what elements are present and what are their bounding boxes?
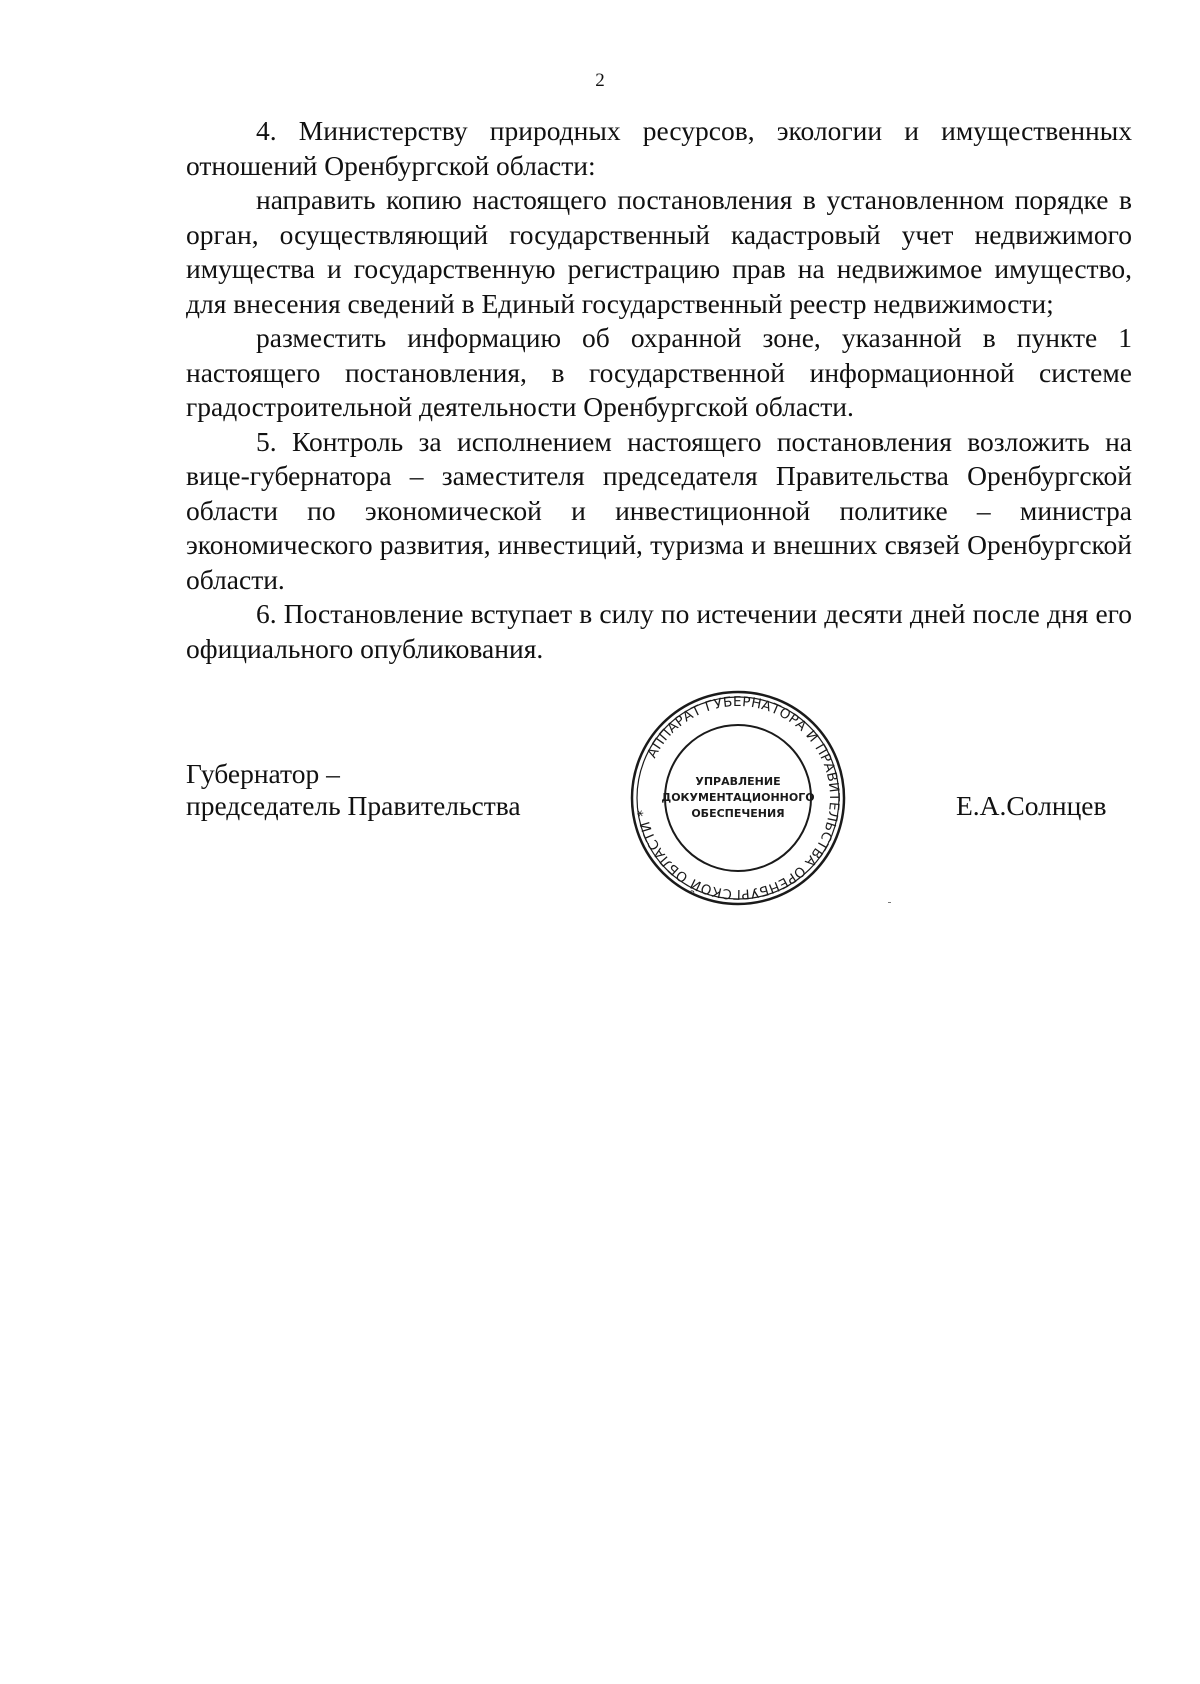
official-seal-stamp bbox=[628, 688, 848, 908]
seal-center-line1: УПРАВЛЕНИЕ bbox=[695, 775, 781, 788]
paragraph-send-copy: направить копию настоящего постановления в установленном порядке в орган, осуществляющий государственный кадастровый учет недвижимого имущества и государственную регистрацию прав на недвижимое имущество, для внесения сведений в Единый государственный реестр недвижимости; bbox=[186, 184, 1132, 319]
document-body bbox=[186, 114, 1132, 666]
paragraph-publish-info: разместить информацию об охранной зоне, указанной в пункте 1 настоящего постановления, в государственной информационной системе градостроительной деятельности Оренбургской области. bbox=[186, 322, 1132, 422]
seal-outer-text: АППАРАТ ГУБЕРНАТОРА И ПРАВИТЕЛЬСТВА ОРЕНБУРГСКОЙ ОБЛАСТИ * bbox=[634, 693, 843, 903]
signatory-name: Е.А.Солнцев bbox=[956, 790, 1107, 821]
signatory-title bbox=[186, 758, 521, 822]
paragraph-item-6: 6. Постановление вступает в силу по истечении десяти дней после дня его официального опубликования. bbox=[186, 598, 1132, 664]
signatory-title-line2: председатель Правительства bbox=[186, 790, 521, 821]
paragraph-item-4: 4. Министерству природных ресурсов, экологии и имущественных отношений Оренбургской области: bbox=[186, 115, 1132, 181]
seal-center-line2: ДОКУМЕНТАЦИОННОГО bbox=[661, 791, 815, 804]
seal-center-line3: ОБЕСПЕЧЕНИЯ bbox=[691, 807, 785, 820]
paragraph-item-5: 5. Контроль за исполнением настоящего постановления возложить на вице-губернатора – заместителя председателя Правительства Оренбургской области по экономической и инвестиционной политике – министра экономического развития, инвестиций, туризма и внешних связей Оренбургской области. bbox=[186, 425, 1132, 595]
scan-artifact bbox=[888, 902, 891, 903]
signatory-title-line1: Губернатор – bbox=[186, 758, 340, 789]
page-number: 2 bbox=[595, 70, 605, 91]
